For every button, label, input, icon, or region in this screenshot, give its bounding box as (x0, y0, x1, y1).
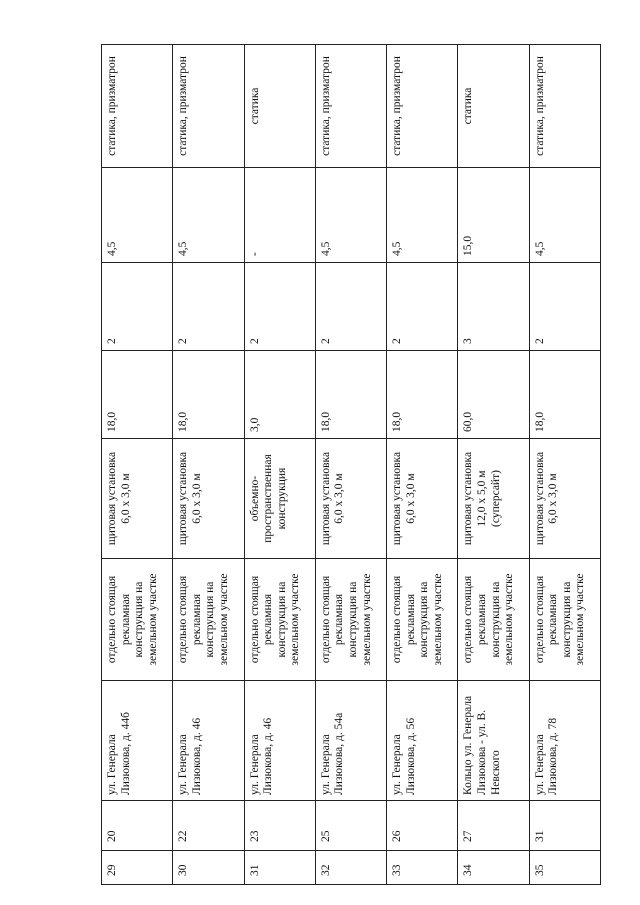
technology-cell: статика (244, 45, 315, 168)
construction-kind-cell: щитовая установка 6,0 х 3,0 м (387, 439, 458, 559)
height-cell: - (244, 168, 315, 263)
row-number-cell: 30 (173, 851, 244, 885)
structure-type-cell: отдельно стоящая рекламная конструкция на земельном участке (173, 559, 244, 681)
rotated-table-container (101, 45, 601, 885)
structure-id-cell: 27 (458, 801, 529, 851)
sides-cell: 2 (529, 263, 600, 351)
structure-id-cell: 31 (529, 801, 600, 851)
technology-cell: статика (458, 45, 529, 168)
structure-type-cell: отдельно стоящая рекламная конструкция на земельном участке (315, 559, 386, 681)
structure-type-cell: отдельно стоящая рекламная конструкция на земельном участке (102, 559, 173, 681)
structure-id-cell: 26 (387, 801, 458, 851)
area-cell: 18,0 (315, 351, 386, 439)
row-number-cell: 32 (315, 851, 386, 885)
sides-cell: 2 (102, 263, 173, 351)
table-row (387, 45, 458, 885)
structure-id-cell: 23 (244, 801, 315, 851)
technology-cell: статика, призматрон (387, 45, 458, 168)
row-number-cell: 33 (387, 851, 458, 885)
height-cell: 4,5 (173, 168, 244, 263)
table-row (244, 45, 315, 885)
sides-cell: 2 (315, 263, 386, 351)
address-cell: ул. Генерала Лизюкова, д. 46 (244, 681, 315, 801)
construction-kind-cell: щитовая установка 6,0 х 3,0 м (102, 439, 173, 559)
address-cell: ул. Генерала Лизюкова, д. 44б (102, 681, 173, 801)
structure-type-cell: отдельно стоящая рекламная конструкция на земельном участке (387, 559, 458, 681)
structure-id-cell: 22 (173, 801, 244, 851)
structure-type-cell: отдельно стоящая рекламная конструкция на земельном участке (244, 559, 315, 681)
table-row (102, 45, 173, 885)
structure-id-cell: 25 (315, 801, 386, 851)
sides-cell: 2 (244, 263, 315, 351)
row-number-cell: 31 (244, 851, 315, 885)
table-row (458, 45, 529, 885)
construction-kind-cell: щитовая установка 12,0 х 5,0 м (суперсайт) (458, 439, 529, 559)
table-row (315, 45, 386, 885)
height-cell: 4,5 (529, 168, 600, 263)
technology-cell: статика, призматрон (102, 45, 173, 168)
technology-cell: статика, призматрон (529, 45, 600, 168)
area-cell: 18,0 (102, 351, 173, 439)
height-cell: 4,5 (387, 168, 458, 263)
height-cell: 4,5 (102, 168, 173, 263)
address-cell: ул. Генерала Лизюкова, д. 54а (315, 681, 386, 801)
advertising-structures-table (101, 44, 601, 885)
construction-kind-cell: объемно-пространственная конструкция (244, 439, 315, 559)
area-cell: 18,0 (387, 351, 458, 439)
structure-id-cell: 20 (102, 801, 173, 851)
row-number-cell: 35 (529, 851, 600, 885)
structure-type-cell: отдельно стоящая рекламная конструкция на земельном участке (529, 559, 600, 681)
area-cell: 18,0 (173, 351, 244, 439)
technology-cell: статика, призматрон (315, 45, 386, 168)
address-cell: Кольцо ул. Генерала Лизюкова - ул. В. Невского (458, 681, 529, 801)
table-row (529, 45, 600, 885)
address-cell: ул. Генерала Лизюкова, д. 78 (529, 681, 600, 801)
structure-type-cell: отдельно стоящая рекламная конструкция на земельном участке (458, 559, 529, 681)
sides-cell: 2 (173, 263, 244, 351)
construction-kind-cell: щитовая установка 6,0 х 3,0 м (173, 439, 244, 559)
height-cell: 4,5 (315, 168, 386, 263)
row-number-cell: 34 (458, 851, 529, 885)
height-cell: 15,0 (458, 168, 529, 263)
construction-kind-cell: щитовая установка 6,0 х 3,0 м (315, 439, 386, 559)
sides-cell: 3 (458, 263, 529, 351)
row-number-cell: 29 (102, 851, 173, 885)
construction-kind-cell: щитовая установка 6,0 х 3,0 м (529, 439, 600, 559)
address-cell: ул. Генерала Лизюкова, д. 56 (387, 681, 458, 801)
technology-cell: статика, призматрон (173, 45, 244, 168)
area-cell: 18,0 (529, 351, 600, 439)
table-body (102, 45, 601, 885)
table-row (173, 45, 244, 885)
address-cell: ул. Генерала Лизюкова, д. 46 (173, 681, 244, 801)
area-cell: 60,0 (458, 351, 529, 439)
area-cell: 3,0 (244, 351, 315, 439)
sides-cell: 2 (387, 263, 458, 351)
